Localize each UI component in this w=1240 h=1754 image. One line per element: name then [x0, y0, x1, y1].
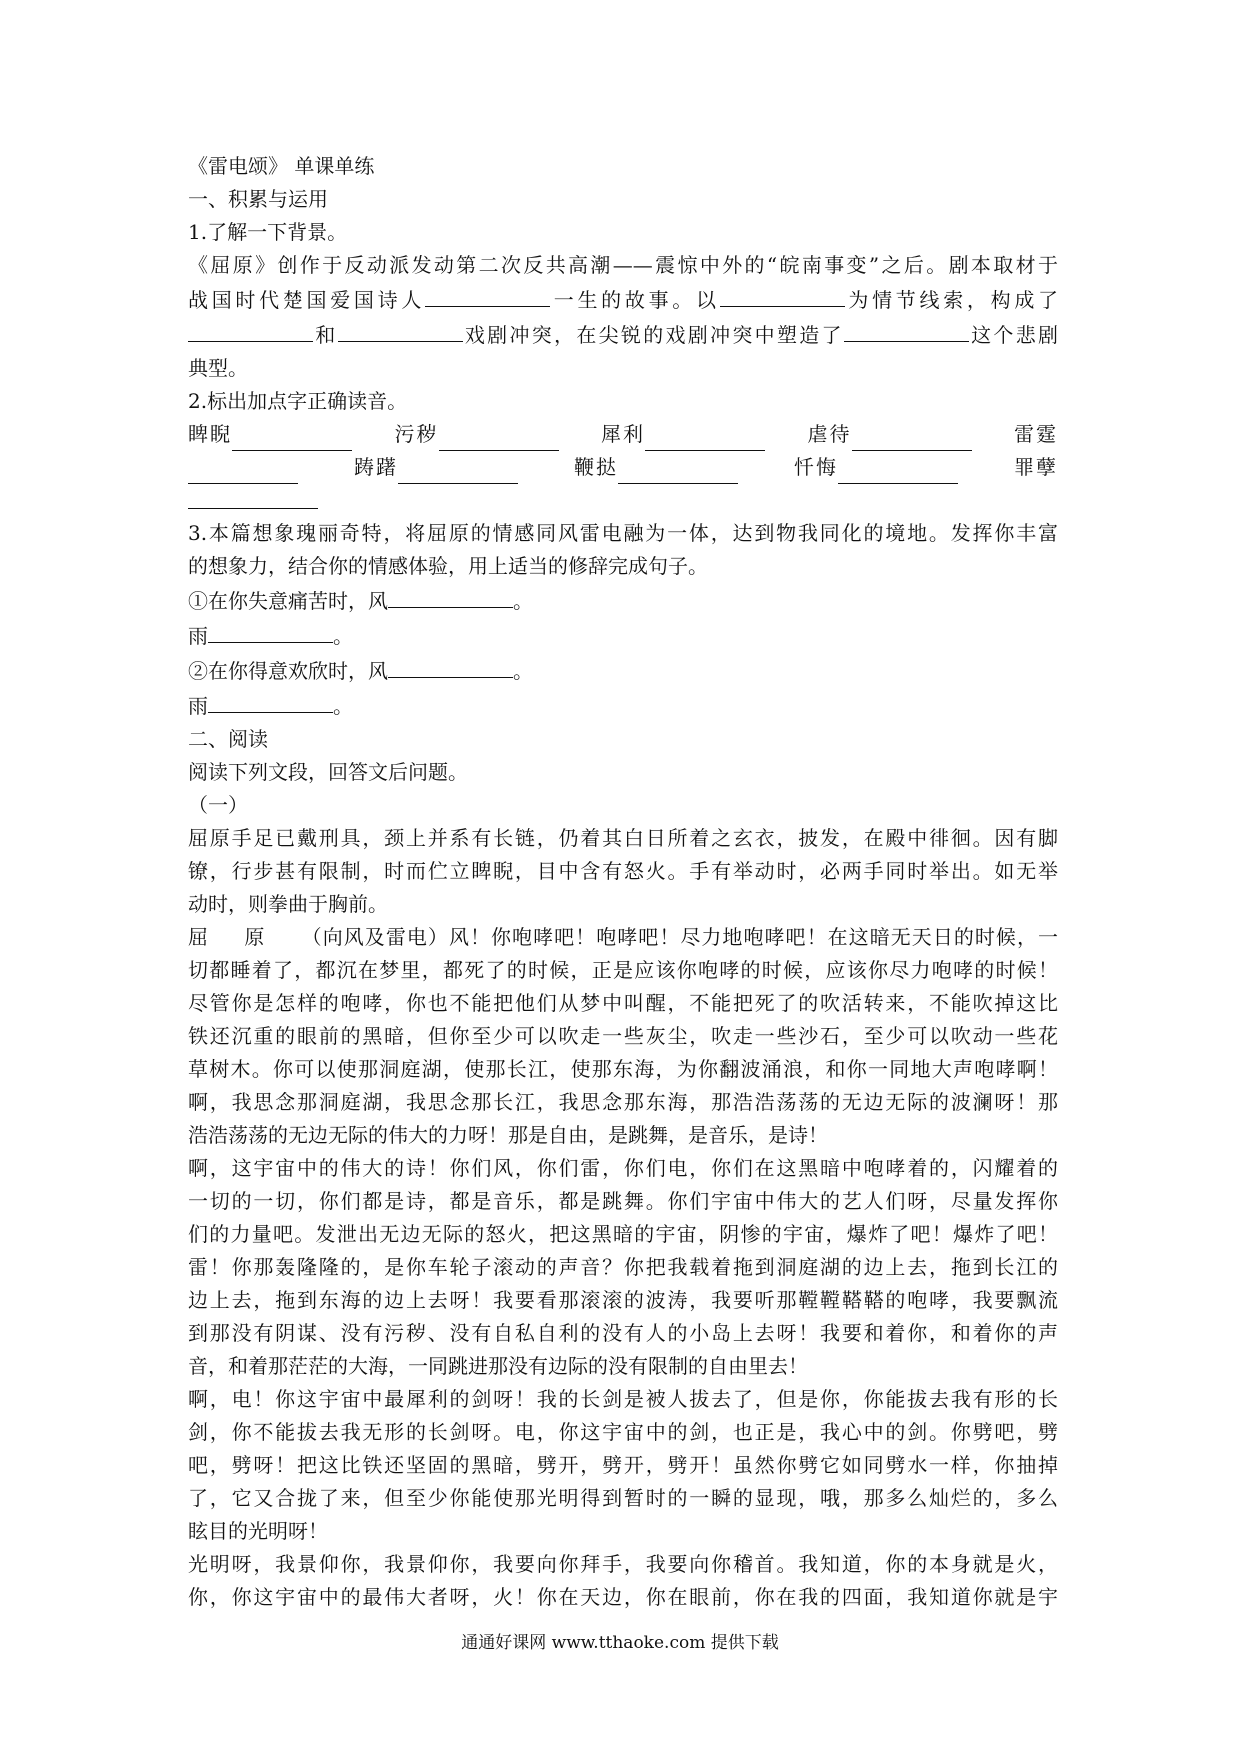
pinyin-blank[interactable]: [439, 426, 559, 451]
pinyin-blank[interactable]: [645, 426, 765, 451]
speech-line: 剑，你不能拔去我无形的长剑呀。电，你这宇宙中的剑，也正是，我心中的剑。你劈吧，劈: [188, 1420, 1058, 1444]
q3-sentence-2a: ②在你得意欢欣时，风 。: [188, 653, 1058, 688]
pinyin-blank[interactable]: [618, 459, 738, 484]
speech-line: 啊，我思念那洞庭湖，我思念那长江，我思念那东海，那浩浩荡荡的无边无际的波澜呀！那: [188, 1090, 1058, 1114]
speech-line: 一切的一切，你们都是诗，都是音乐，都是跳舞。你们宇宙中伟大的艺人们呀，尽量发挥你: [188, 1189, 1058, 1213]
q2-label: 2.标出加点字正确读音。: [188, 389, 408, 413]
speech-line: 吧，劈呀！把这比铁还坚固的黑暗，劈开，劈开，劈开！虽然你劈它如同劈水一样，你抽掉: [188, 1453, 1058, 1477]
answer-blank[interactable]: [844, 317, 969, 342]
answer-blank[interactable]: [720, 282, 845, 307]
stage-direction-line: 屈原手足已戴刑具，颈上并系有长链，仍着其白日所着之玄衣，披发，在殿中徘徊。因有脚: [188, 826, 1058, 850]
speech-line: 音，和着那茫茫的大海，一同跳进那没有边际的没有限制的自由里去！: [188, 1354, 808, 1378]
pinyin-blank[interactable]: [188, 484, 318, 509]
pinyin-blank[interactable]: [232, 426, 352, 451]
answer-blank[interactable]: [388, 653, 513, 678]
stage-direction-line: 镣，行步甚有限制，时而伫立睥睨，目中含有怒火。手有举动时，必两手同时举出。如无举: [188, 859, 1058, 883]
speech-line: 你，你这宇宙中的最伟大者呀，火！你在天边，你在眼前，你在我的四面，我知道你就是宇: [188, 1585, 1058, 1609]
speech-line: 浩浩荡荡的无边无际的伟大的力呀！那是自由，是跳舞，是音乐，是诗！: [188, 1123, 828, 1147]
pinyin-blank[interactable]: [398, 459, 518, 484]
section1-heading: 一、积累与运用: [188, 187, 328, 211]
speech-line: 们的力量吧。发泄出无边无际的怒火，把这黑暗的宇宙，阴惨的宇宙，爆炸了吧！爆炸了吧！: [188, 1222, 1058, 1246]
pinyin-row-2: [188, 451, 1058, 484]
speech-line: 了，它又合拢了来，但至少你能使那光明得到暂时的一瞬的显现，哦，那多么灿烂的，多么: [188, 1486, 1058, 1510]
answer-blank[interactable]: [208, 618, 333, 643]
word: 雷霆: [1014, 422, 1058, 446]
speech-line: 眩目的光明呀！: [188, 1519, 328, 1543]
speech-line: 草树木。你可以使那洞庭湖，使那长江，使那东海，为你翻波涌浪，和你一同地大声咆哮啊！: [188, 1057, 1058, 1081]
word: 虐待: [807, 422, 852, 446]
word: 罪孽: [1014, 455, 1058, 479]
speech-line: 边上去，拖到东海的边上去呀！我要看那滚滚的波涛，我要听那鞺鞺鞳鞳的咆哮，我要飘流: [188, 1288, 1058, 1312]
word: 踌躇: [354, 455, 398, 479]
answer-blank[interactable]: [188, 317, 313, 342]
speech-line: 光明呀，我景仰你，我景仰你，我要向你拜手，我要向你稽首。我知道，你的本身就是火，: [188, 1552, 1058, 1576]
q3-sentence-1a: ①在你失意痛苦时，风 。: [188, 583, 1058, 618]
document-body: [188, 150, 1058, 1614]
pinyin-row-1: [188, 418, 1058, 451]
word: 睥睨: [188, 422, 232, 446]
speech-line: 啊，电！你这宇宙中最犀利的剑呀！我的长剑是被人拔去了，但是你，你能拔去我有形的长: [188, 1387, 1058, 1411]
q1-line-1: 《屈原》创作于反动派发动第二次反共高潮——震惊中外的“皖南事变”之后。剧本取材于: [188, 253, 1058, 277]
q1-line-3: 和 戏剧冲突，在尖锐的戏剧冲突中塑造了 这个悲剧: [188, 317, 1058, 352]
doc-title: 《雷电颂》 单课单练: [188, 154, 375, 178]
passage-part-label: （一）: [188, 793, 248, 817]
page-footer: 通通好课网 www.tthaoke.com 提供下载: [461, 1633, 779, 1653]
word: 犀利: [601, 422, 645, 446]
q1-line-4: 典型。: [188, 356, 248, 380]
pinyin-row-3: [188, 484, 1058, 517]
speech-line: 尽管你是怎样的咆哮，你也不能把他们从梦中叫醒，不能把死了的吹活转来，不能吹掉这比: [188, 991, 1058, 1015]
answer-blank[interactable]: [338, 317, 463, 342]
speech-line: 啊，这宇宙中的伟大的诗！你们风，你们雷，你们电，你们在这黑暗中咆哮着的，闪耀着的: [188, 1156, 1058, 1180]
speech-line: 铁还沉重的眼前的黑暗，但你至少可以吹走一些灰尘，吹走一些沙石，至少可以吹动一些花: [188, 1024, 1058, 1048]
pinyin-blank[interactable]: [188, 459, 298, 484]
word: 忏悔: [794, 455, 838, 479]
answer-blank[interactable]: [425, 282, 550, 307]
speech-first-line: 屈 原 （向风及雷电）风！你咆哮吧！咆哮吧！尽力地咆哮吧！在这暗无天日的时候，一: [188, 925, 1058, 949]
q3-sentence-1b: 雨 。: [188, 618, 1058, 653]
speech-line: 雷！你那轰隆隆的，是你车轮子滚动的声音？你把我载着拖到洞庭湖的边上去，拖到长江的: [188, 1255, 1058, 1279]
word: 污秽: [394, 422, 439, 446]
speech-body: [188, 954, 1058, 1614]
q1-line-2: 战国时代楚国爱国诗人 一生的故事。以 为情节线索，构成了: [188, 282, 1058, 317]
reading-instruction: 阅读下列文段，回答文后问题。: [188, 760, 468, 784]
section2-heading: 二、阅读: [188, 727, 268, 751]
q1-label: 1.了解一下背景。: [188, 220, 348, 244]
answer-blank[interactable]: [388, 583, 513, 608]
speech-line: 到那没有阴谋、没有污秽、没有自私自利的没有人的小岛上去呀！我要和着你，和着你的声: [188, 1321, 1058, 1345]
pinyin-blank[interactable]: [838, 459, 958, 484]
stage-direction-line: 动时，则拳曲于胸前。: [188, 892, 388, 916]
answer-blank[interactable]: [208, 688, 333, 713]
speech-line: 切都睡着了，都沉在梦里，都死了的时候，正是应该你咆哮的时候，应该你尽力咆哮的时候！: [188, 958, 1058, 982]
word: 鞭挞: [574, 455, 618, 479]
q3-line-1: 3.本篇想象瑰丽奇特，将屈原的情感同风雷电融为一体，达到物我同化的境地。发挥你丰富: [188, 521, 1058, 545]
pinyin-blank[interactable]: [852, 426, 972, 451]
speaker-name: 屈 原: [188, 925, 280, 949]
q3-sentence-2b: 雨 。: [188, 688, 1058, 723]
q3-line-2: 的想象力，结合你的情感体验，用上适当的修辞完成句子。: [188, 554, 708, 578]
